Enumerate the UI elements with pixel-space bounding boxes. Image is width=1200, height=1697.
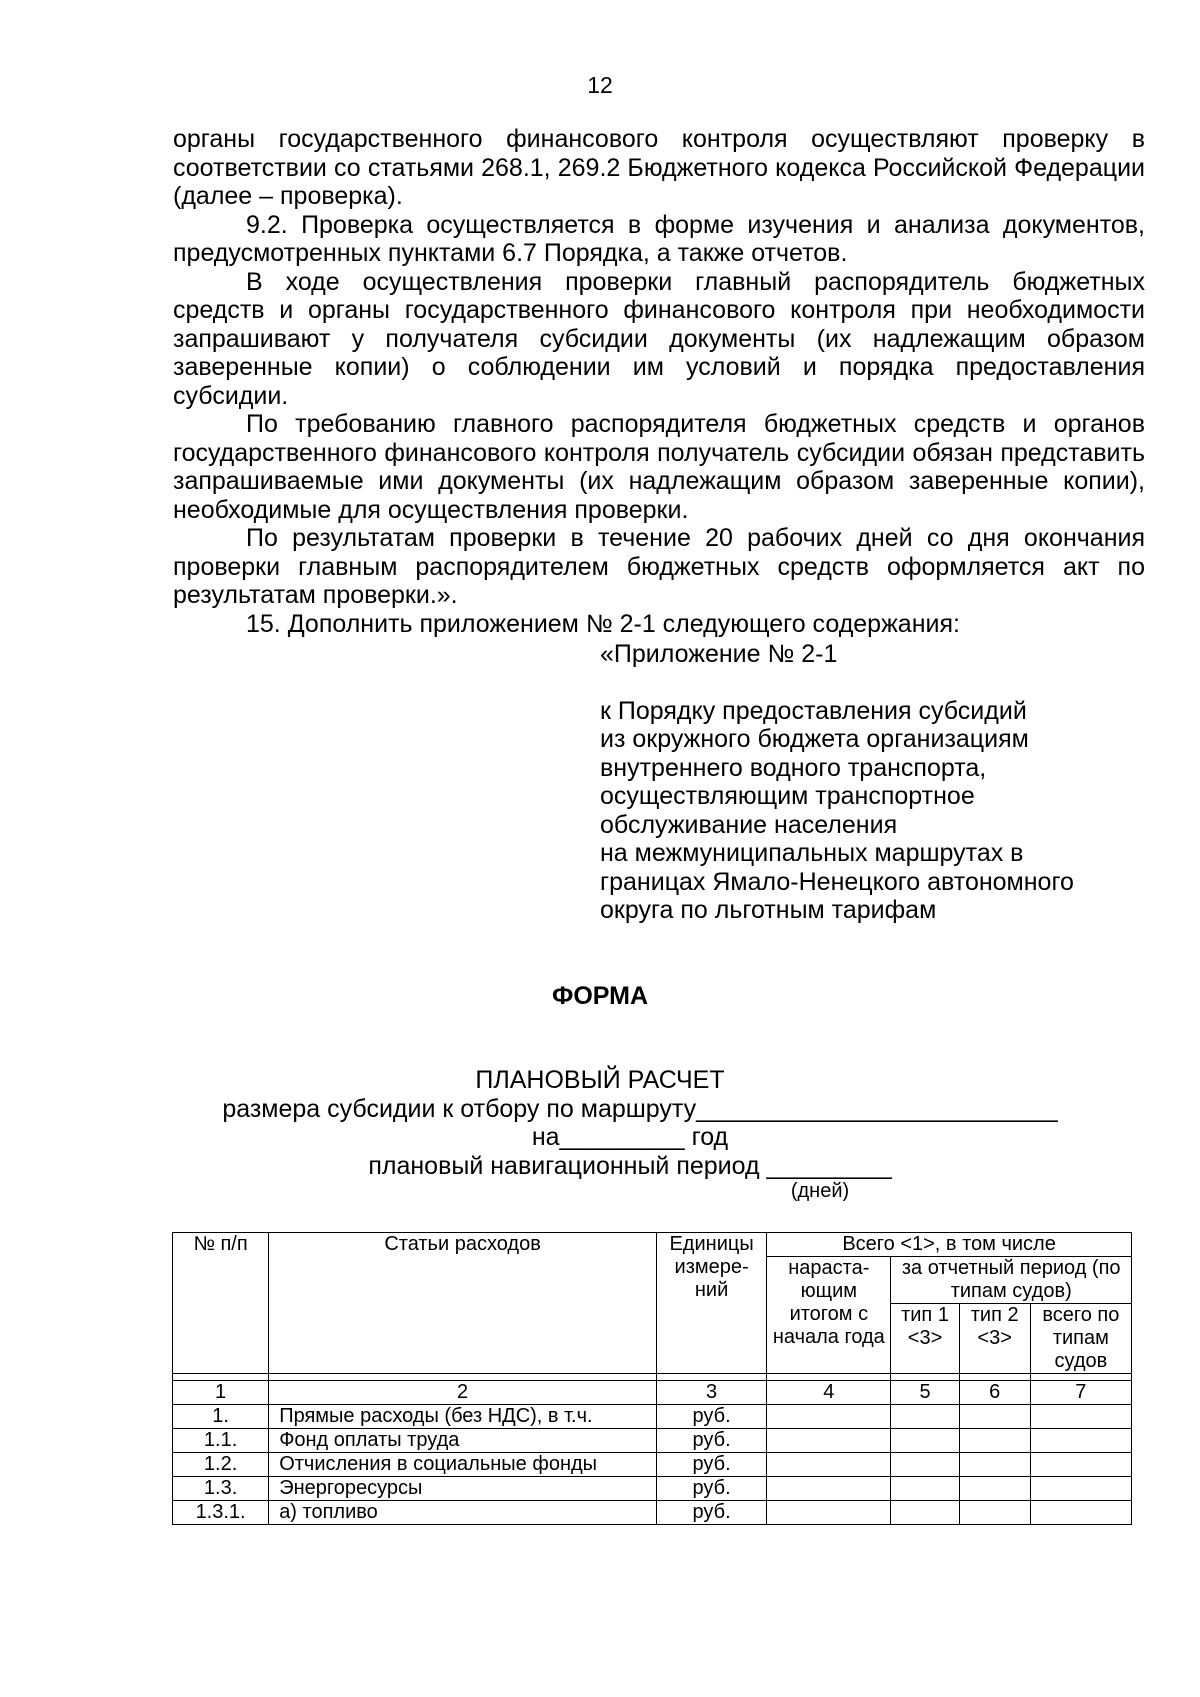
empty-cell xyxy=(959,1429,1030,1453)
table-separator xyxy=(173,1374,1132,1381)
paragraph-3: В ходе осуществления проверки главный распорядитель бюджетных средств и органы государственного финансового контроля при необходимости запрашивают у получателя субсидии документы (их надлежащим образом заверенные копии) о соблюдении им условий и порядка предоставления субсидии. xyxy=(173,267,1145,410)
row-item: Прямые расходы (без НДС), в т.ч. xyxy=(269,1405,657,1429)
calc-route-line: размера субсидии к отбору по маршруту__________________________ xyxy=(222,1094,1058,1123)
empty-cell xyxy=(959,1477,1030,1501)
header-all-types: всего по типам судов xyxy=(1030,1304,1131,1374)
row-item: Энергоресурсы xyxy=(269,1477,657,1501)
paragraph-2: 9.2. Проверка осуществляется в форме изучения и анализа документов, предусмотренных пунктами 6.7 Порядка, а также отчетов. xyxy=(173,210,1145,267)
row-unit: руб. xyxy=(656,1501,766,1525)
header-units: Единицы измере-ний xyxy=(656,1233,766,1374)
appendix-title: «Приложение № 2-1 xyxy=(600,640,838,668)
row-item: Фонд оплаты труда xyxy=(269,1429,657,1453)
page-number: 12 xyxy=(587,72,613,98)
empty-cell xyxy=(891,1501,959,1525)
row-num: 1. xyxy=(173,1405,269,1429)
appendix-line: границах Ямало-Ненецкого автономного xyxy=(600,867,1074,896)
row-num: 1.3.1. xyxy=(173,1501,269,1525)
calc-days-note: (дней) xyxy=(790,1180,850,1202)
row-unit: руб. xyxy=(656,1453,766,1477)
empty-cell xyxy=(891,1477,959,1501)
row-item: Отчисления в социальные фонды xyxy=(269,1453,657,1477)
column-number: 6 xyxy=(959,1381,1030,1405)
column-number: 2 xyxy=(269,1381,657,1405)
empty-cell xyxy=(1030,1453,1131,1477)
header-total: Всего <1>, в том числе xyxy=(767,1233,1132,1257)
table-row xyxy=(173,1501,1132,1525)
column-number-row xyxy=(173,1381,1132,1405)
column-number: 1 xyxy=(173,1381,269,1405)
appendix-line: к Порядку предоставления субсидий xyxy=(600,696,1027,725)
row-num: 1.3. xyxy=(173,1477,269,1501)
row-item: а) топливо xyxy=(269,1501,657,1525)
empty-cell xyxy=(767,1429,891,1453)
empty-cell xyxy=(1030,1501,1131,1525)
appendix-line: на межмуниципальных маршрутах в xyxy=(600,839,1024,867)
appendix-line: осуществляющим транспортное xyxy=(600,782,975,810)
header-items: Статьи расходов xyxy=(269,1233,657,1374)
paragraph-4: По требованию главного распорядителя бюджетных средств и органов государственного финансового контроля получатель субсидии обязан представить запрашиваемые ими документы (их надлежащим образом заверенные копии), необходимые для осуществления проверки. xyxy=(173,410,1145,524)
calculation-header xyxy=(0,1066,1200,1202)
table-header-row xyxy=(173,1233,1132,1257)
empty-cell xyxy=(767,1453,891,1477)
empty-cell xyxy=(767,1501,891,1525)
row-unit: руб. xyxy=(656,1405,766,1429)
table-row xyxy=(173,1429,1132,1453)
row-num: 1.2. xyxy=(173,1453,269,1477)
calc-year-line: на_________ год xyxy=(531,1123,729,1151)
table-row xyxy=(173,1405,1132,1429)
empty-cell xyxy=(959,1405,1030,1429)
empty-cell xyxy=(767,1405,891,1429)
appendix-line: обслуживание населения xyxy=(600,810,898,839)
table-row xyxy=(173,1453,1132,1477)
empty-cell xyxy=(1030,1429,1131,1453)
header-num: № п/п xyxy=(173,1233,269,1374)
appendix-line: из окружного бюджета организациям xyxy=(600,725,1029,753)
empty-cell xyxy=(891,1453,959,1477)
empty-cell xyxy=(891,1429,959,1453)
paragraph-5: По результатам проверки в течение 20 рабочих дней со дня окончания проверки главным распорядителем бюджетных средств оформляется акт по результатам проверки.». xyxy=(173,524,1145,609)
calculation-table xyxy=(172,1232,1132,1525)
empty-cell xyxy=(891,1405,959,1429)
empty-cell xyxy=(1030,1405,1131,1429)
header-cumulative: нараста-ющим итогом с начала года xyxy=(767,1257,891,1374)
header-type-1: тип 1 <3> xyxy=(891,1304,959,1374)
row-unit: руб. xyxy=(656,1429,766,1453)
column-number: 4 xyxy=(767,1381,891,1405)
paragraph-1: органы государственного финансового контроля осуществляют проверку в соответствии со статьями 268.1, 269.2 Бюджетного кодекса Российской Федерации (далее – проверка). xyxy=(173,125,1145,210)
header-type-2: тип 2 <3> xyxy=(959,1304,1030,1374)
appendix-line: внутреннего водного транспорта, xyxy=(600,753,987,782)
column-number: 3 xyxy=(656,1381,766,1405)
empty-cell xyxy=(767,1477,891,1501)
empty-cell xyxy=(959,1453,1030,1477)
empty-cell xyxy=(959,1501,1030,1525)
header-period: за отчетный период (по типам судов) xyxy=(891,1257,1132,1304)
body-text xyxy=(173,125,1145,638)
empty-cell xyxy=(1030,1477,1131,1501)
calc-period-line: плановый навигационный период _________ xyxy=(368,1151,892,1180)
row-unit: руб. xyxy=(656,1477,766,1501)
column-number: 5 xyxy=(891,1381,959,1405)
form-label: ФОРМА xyxy=(551,982,648,1010)
appendix-header xyxy=(600,640,1120,925)
column-number: 7 xyxy=(1030,1381,1131,1405)
calc-title: ПЛАНОВЫЙ РАСЧЕТ xyxy=(475,1066,725,1094)
paragraph-6: 15. Дополнить приложением № 2-1 следующего содержания: xyxy=(246,609,960,638)
row-num: 1.1. xyxy=(173,1429,269,1453)
table-row xyxy=(173,1477,1132,1501)
appendix-line: округа по льготным тарифам xyxy=(600,896,937,924)
